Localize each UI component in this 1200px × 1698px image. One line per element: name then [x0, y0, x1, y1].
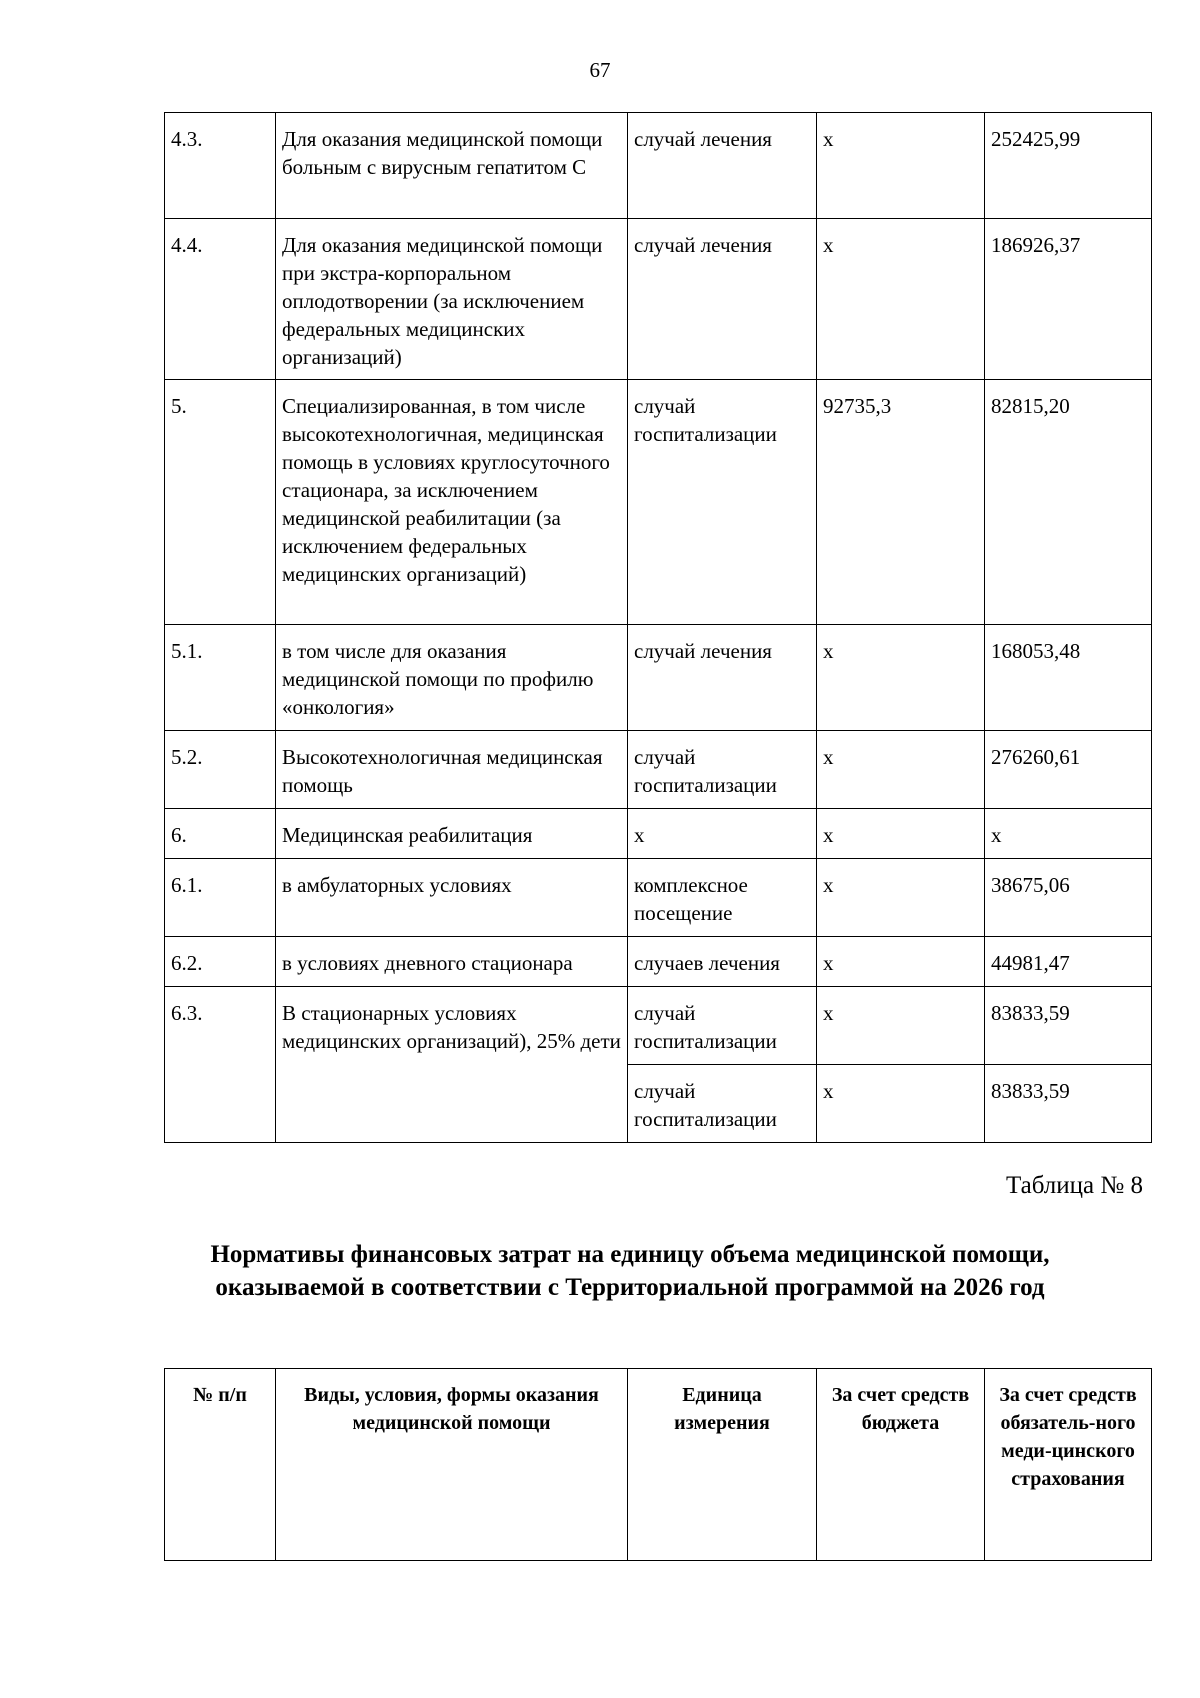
row-unit: случаев лечения — [628, 937, 817, 987]
header-num: № п/п — [165, 1369, 276, 1561]
row-budget: x — [817, 937, 985, 987]
row-oms: 186926,37 — [985, 219, 1152, 380]
row-oms: 252425,99 — [985, 113, 1152, 219]
header-budget: За счет средств бюджета — [817, 1369, 985, 1561]
header-desc: Виды, условия, формы оказания медицинской помощи — [276, 1369, 628, 1561]
row-budget: x — [817, 859, 985, 937]
row-description: Для оказания медицинской помощи при экстра-корпоральном оплодотворении (за исключением федеральных медицинских организаций) — [276, 219, 628, 380]
row-unit: x — [628, 809, 817, 859]
row-budget: x — [817, 731, 985, 809]
row-budget: x — [817, 1065, 985, 1143]
table-row — [165, 219, 1152, 380]
row-oms: 168053,48 — [985, 625, 1152, 731]
main-table — [164, 112, 1152, 1143]
row-description: Медицинская реабилитация — [276, 809, 628, 859]
row-number: 4.4. — [165, 219, 276, 380]
row-unit: случай лечения — [628, 625, 817, 731]
page-number: 67 — [589, 58, 611, 82]
table-row — [165, 987, 1152, 1065]
row-description: в амбулаторных условиях — [276, 859, 628, 937]
row-description: Специализированная, в том числе высокотехнологичная, медицинская помощь в условиях круглосуточного стационара, за исключением медицинской реабилитации (за исключением федеральных медицинских организаций) — [276, 380, 628, 625]
row-budget: x — [817, 625, 985, 731]
row-description: в том числе для оказания медицинской помощи по профилю «онкология» — [276, 625, 628, 731]
row-number: 6.1. — [165, 859, 276, 937]
row-number: 6.3. — [165, 987, 276, 1143]
row-budget: x — [817, 809, 985, 859]
table-row — [165, 859, 1152, 937]
header-table — [164, 1368, 1152, 1561]
table-row — [165, 113, 1152, 219]
row-number: 6. — [165, 809, 276, 859]
row-unit: случай госпитализации — [628, 1065, 817, 1143]
row-unit: случай госпитализации — [628, 987, 817, 1065]
row-description: Для оказания медицинской помощи больным с вирусным гепатитом С — [276, 113, 628, 219]
row-oms: 276260,61 — [985, 731, 1152, 809]
row-oms: 82815,20 — [985, 380, 1152, 625]
row-unit: комплексное посещение — [628, 859, 817, 937]
row-oms: x — [985, 809, 1152, 859]
row-number: 5.1. — [165, 625, 276, 731]
document-title: Нормативы финансовых затрат на единицу объема медицинской помощи, оказываемой в соответствии с Территориальной программой на 2026 год — [210, 1241, 1050, 1301]
table-row — [165, 937, 1152, 987]
row-oms: 44981,47 — [985, 937, 1152, 987]
row-unit: случай госпитализации — [628, 380, 817, 625]
table-row — [165, 809, 1152, 859]
row-budget: x — [817, 219, 985, 380]
row-number: 5.2. — [165, 731, 276, 809]
row-number: 6.2. — [165, 937, 276, 987]
row-oms: 83833,59 — [985, 987, 1152, 1065]
row-description: в условиях дневного стационара — [276, 937, 628, 987]
row-number: 4.3. — [165, 113, 276, 219]
row-budget: x — [817, 987, 985, 1065]
header-row — [165, 1369, 1152, 1561]
row-number: 5. — [165, 380, 276, 625]
table-caption: Таблица № 8 — [1005, 1172, 1143, 1199]
table-row — [165, 731, 1152, 809]
row-budget: 92735,3 — [817, 380, 985, 625]
row-unit: случай лечения — [628, 219, 817, 380]
row-unit: случай госпитализации — [628, 731, 817, 809]
row-description: Высокотехнологичная медицинская помощь — [276, 731, 628, 809]
row-oms: 83833,59 — [985, 1065, 1152, 1143]
header-oms: За счет средств обязатель-ного меди-цинского страхования — [985, 1369, 1152, 1561]
row-oms: 38675,06 — [985, 859, 1152, 937]
main-table-body — [165, 113, 1152, 1143]
row-budget: x — [817, 113, 985, 219]
row-unit: случай лечения — [628, 113, 817, 219]
row-description: В стационарных условиях медицинских организаций), 25% дети — [276, 987, 628, 1143]
table-row — [165, 380, 1152, 625]
header-unit: Единица измерения — [628, 1369, 817, 1561]
table-row — [165, 625, 1152, 731]
